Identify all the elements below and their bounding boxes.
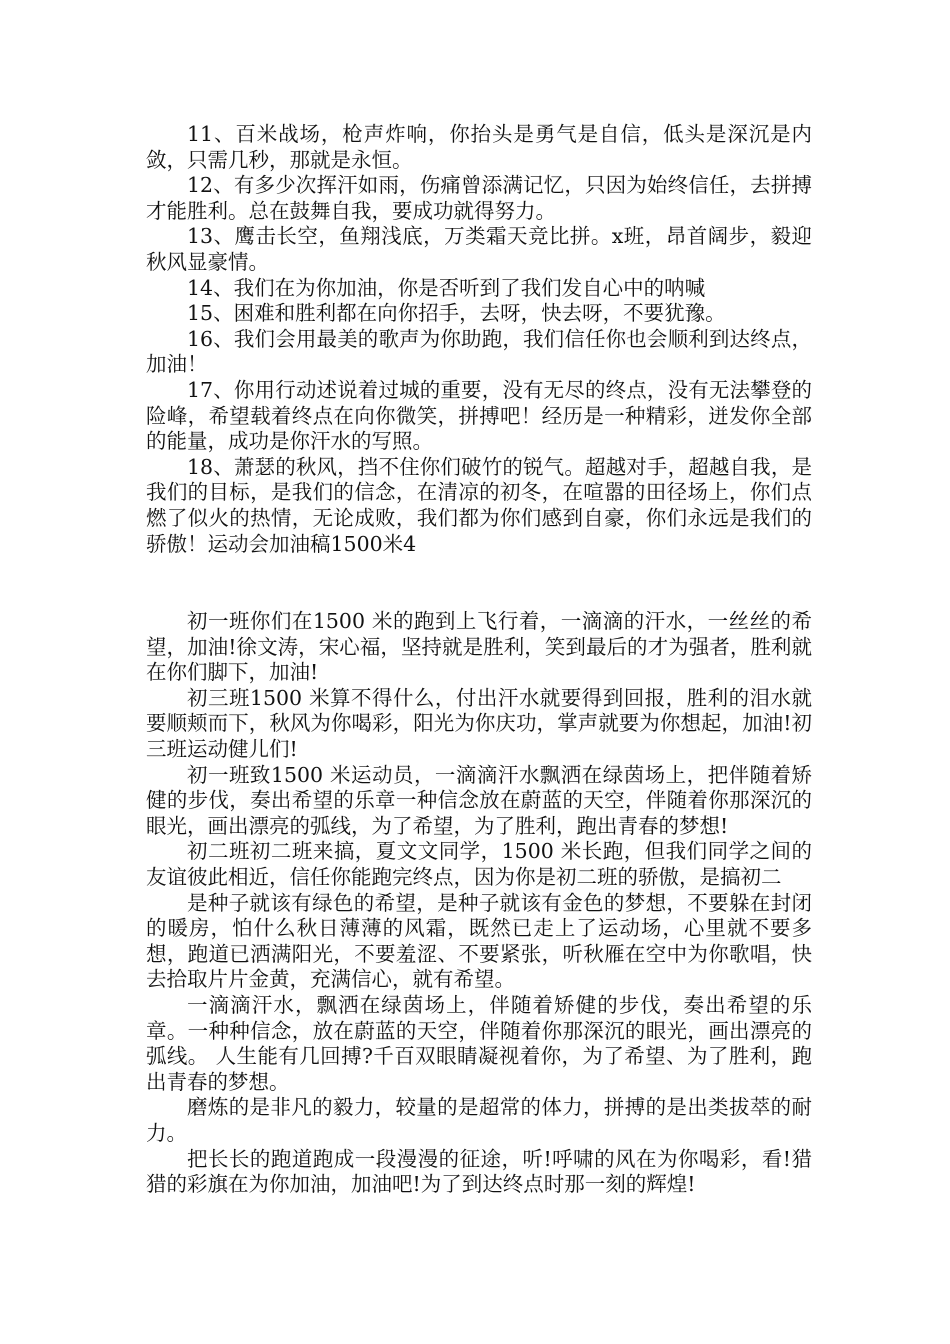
paragraph-long-track: 把长长的跑道跑成一段漫漫的征途，听!呼啸的风在为你喝彩，看!猎猎的彩旗在为你加油，加油吧!为了到达终点时那一刻的辉煌! — [146, 1146, 812, 1197]
paragraph-class-3-1500m: 初三班1500 米算不得什么，付出汗水就要得到回报，胜利的泪水就要顺颊而下，秋风为你喝彩，阳光为你庆功，掌声就要为你想起，加油!初三班运动健儿们! — [146, 685, 812, 762]
paragraph-14: 14、我们在为你加油，你是否听到了我们发自心中的呐喊 — [187, 275, 706, 300]
paragraph-sweat-drops: 一滴滴汗水，飘洒在绿茵场上，伴随着矫健的步伐，奏出希望的乐章。一种种信念，放在蔚蓝的天空，伴随着你那深沉的眼光，画出漂亮的弧线。 人生能有几回搏?千百双眼睛凝视着你，为了希望、为了胜利，跑出青春的梦想。 — [146, 993, 812, 1094]
section-gap — [146, 557, 812, 609]
paragraph-class-1-athletes: 初一班致1500 米运动员，一滴滴汗水飘洒在绿茵场上，把伴随着矫健的步伐，奏出希望的乐章一种信念放在蔚蓝的天空，伴随着你那深沉的眼光，画出漂亮的弧线，为了希望，为了胜利，跑出青春的梦想! — [146, 762, 812, 838]
paragraph-11: 11、百米战场，枪声炸响，你抬头是勇气是自信，低头是深沉是内敛，只需几秒，那就是永恒。 — [146, 122, 812, 172]
paragraph-seed-hope: 是种子就该有绿色的希望，是种子就该有金色的梦想，不要躲在封闭的暖房，怕什么秋日薄薄的风霜，既然已走上了运动场，心里就不要多想，跑道已洒满阳光，不要羞涩、不要紧张，听秋雁在空中为你歌唱，快去拾取片片金黄，充满信心，就有希望。 — [146, 890, 812, 992]
paragraph-16: 16、我们会用最美的歌声为你助跑，我们信任你也会顺利到达终点，加油！ — [146, 326, 812, 377]
document-body — [146, 122, 812, 1198]
paragraph-12: 12、有多少次挥汗如雨，伤痛曾添满记忆，只因为始终信任，去拼搏才能胜利。总在鼓舞自我，要成功就得努力。 — [146, 173, 812, 223]
paragraph-class-1-1500m: 初一班你们在1500 米的跑到上飞行着，一滴滴的汗水，一丝丝的希望，加油!徐文涛，宋心福，坚持就是胜利，笑到最后的才为强者，胜利就在你们脚下，加油! — [146, 609, 812, 685]
paragraph-class-2: 初二班初二班来搞，夏文文同学，1500 米长跑，但我们同学之间的友谊彼此相近，信任你能跑完终点，因为你是初二班的骄傲，是搞初二 — [146, 839, 812, 890]
paragraph-endurance: 磨炼的是非凡的毅力，较量的是超常的体力，拼搏的是出类拔萃的耐力。 — [146, 1095, 812, 1145]
paragraph-13: 13、鹰击长空，鱼翔浅底，万类霜天竞比拼。x班，昂首阔步，毅迎秋风显豪情。 — [146, 224, 812, 274]
paragraph-15: 15、困难和胜利都在向你招手，去呀，快去呀，不要犹豫。 — [187, 301, 726, 326]
paragraph-18: 18、萧瑟的秋风，挡不住你们破竹的锐气。超越对手，超越自我，是我们的目标，是我们的信念，在清凉的初冬，在喧嚣的田径场上，你们点燃了似火的热情，无论成败，我们都为你们感到自豪，你们永远是我们的骄傲！运动会加油稿1500米4 — [146, 454, 812, 556]
paragraph-17: 17、你用行动述说着过城的重要，没有无尽的终点，没有无法攀登的险峰，希望载着终点在向你微笑，拼搏吧！经历是一种精彩，迸发你全部的能量，成功是你汗水的写照。 — [146, 377, 812, 454]
